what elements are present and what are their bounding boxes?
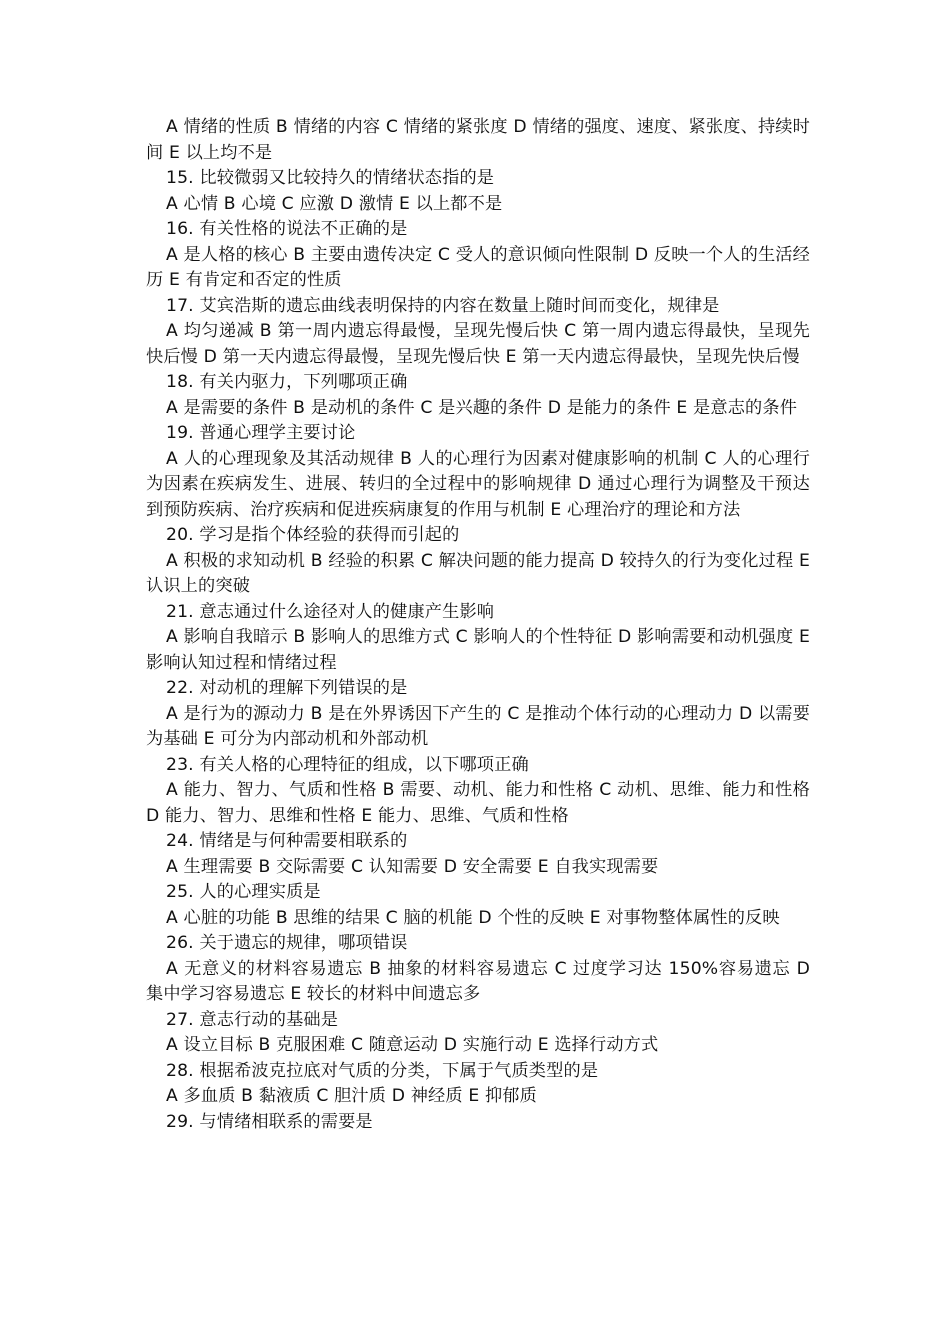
question-22: 22. 对动机的理解下列错误的是 [166,678,408,698]
question-27: 27. 意志行动的基础是 [166,1009,339,1030]
answer-options-25: A 心脏的功能 B 思维的结果 C 脑的机能 D 个性的反映 E 对事物整体属性的反映 [166,907,780,928]
question-23: 23. 有关人格的心理特征的组成，以下哪项正确 [166,754,529,775]
question-26: 26. 关于遗忘的规律，哪项错误 [166,933,408,953]
question-21: 21. 意志通过什么途径对人的健康产生影响 [166,601,495,622]
question-15: 15. 比较微弱又比较持久的情绪状态指的是 [166,168,495,188]
answer-options-17: A 均匀递减 B 第一周内遗忘得最慢，呈现先慢后快 C 第一周内遗忘得最快，呈现先快后慢 D 第一天内遗忘得最慢，呈现先慢后快 E 第一天内遗忘得最快，呈现先快后慢 [146,321,810,367]
question-17: 17. 艾宾浩斯的遗忘曲线表明保持的内容在数量上随时间而变化，规律是 [166,295,720,316]
answer-options-14: A 情绪的性质 B 情绪的内容 C 情绪的紧张度 D 情绪的强度、速度、紧张度、持续时间 E 以上均不是 [146,117,810,163]
question-18: 18. 有关内驱力，下列哪项正确 [166,372,408,392]
answer-options-26: A 无意义的材料容易遗忘 B 抽象的材料容易遗忘 C 过度学习达 150%容易遗忘 D 集中学习容易遗忘 E 较长的材料中间遗忘多 [146,958,810,1004]
question-19: 19. 普通心理学主要讨论 [166,423,356,443]
question-20: 20. 学习是指个体经验的获得而引起的 [166,525,460,545]
answer-options-15: A 心情 B 心境 C 应激 D 激情 E 以上都不是 [166,193,503,214]
answer-options-18: A 是需要的条件 B 是动机的条件 C 是兴趣的条件 D 是能力的条件 E 是意志的条件 [166,397,798,418]
answer-options-19: A 人的心理现象及其活动规律 B 人的心理行为因素对健康影响的机制 C 人的心理行为因素在疾病发生、进展、转归的全过程中的影响规律 D 通过心理行为调整及干预达到预防疾病、治疗疾病和促进疾病康复的作用与机制 E 心理治疗的理论和方法 [146,448,810,520]
answer-options-24: A 生理需要 B 交际需要 C 认知需要 D 安全需要 E 自我实现需要 [166,856,659,877]
answer-options-28: A 多血质 B 黏液质 C 胆汁质 D 神经质 E 抑郁质 [166,1086,537,1106]
answer-options-23: A 能力、智力、气质和性格 B 需要、动机、能力和性格 C 动机、思维、能力和性格 D 能力、智力、思维和性格 E 能力、思维、气质和性格 [146,780,810,826]
answer-options-22: A 是行为的源动力 B 是在外界诱因下产生的 C 是推动个体行动的心理动力 D 以需要为基础 E 可分为内部动机和外部动机 [146,703,810,749]
document-body [146,115,810,1135]
question-16: 16. 有关性格的说法不正确的是 [166,219,408,239]
answer-options-21: A 影响自我暗示 B 影响人的思维方式 C 影响人的个性特征 D 影响需要和动机强度 E 影响认知过程和情绪过程 [146,627,810,673]
answer-options-20: A 积极的求知动机 B 经验的积累 C 解决问题的能力提高 D 较持久的行为变化过程 E 认识上的突破 [146,550,810,596]
question-24: 24. 情绪是与何种需要相联系的 [166,831,408,851]
question-29: 29. 与情绪相联系的需要是 [166,1111,373,1132]
answer-options-27: A 设立目标 B 克服困难 C 随意运动 D 实施行动 E 选择行动方式 [166,1035,659,1055]
question-28: 28. 根据希波克拉底对气质的分类，下属于气质类型的是 [166,1060,599,1081]
question-25: 25. 人的心理实质是 [166,882,321,902]
answer-options-16: A 是人格的核心 B 主要由遗传决定 C 受人的意识倾向性限制 D 反映一个人的生活经历 E 有肯定和否定的性质 [146,244,810,290]
